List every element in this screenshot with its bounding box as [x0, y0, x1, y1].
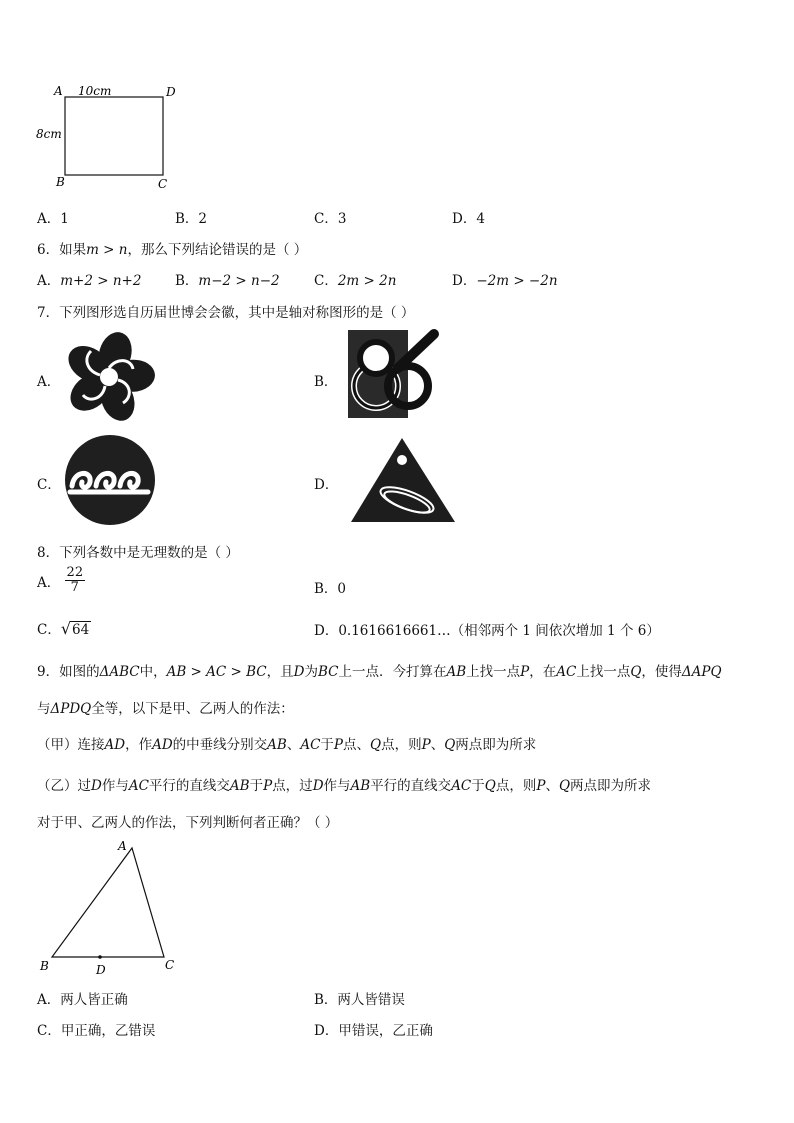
rings-logo-image: [338, 328, 446, 420]
q7-option-d[interactable]: D．: [314, 477, 339, 493]
sqrt-sign: √: [60, 619, 72, 638]
q8-stem: 8．下列各数中是无理数的是（ ）: [37, 545, 239, 561]
vertex-label-b: B: [40, 959, 49, 973]
vertex-label-a: A: [118, 839, 127, 853]
q7-option-b[interactable]: B．: [314, 374, 338, 390]
q5-option-d[interactable]: D．4: [452, 211, 485, 227]
vertex-label-c: C: [158, 177, 168, 191]
q9-method-yi: （乙）过D作与AC平行的直线交AB于P点，过D作与AB平行的直线交AC于Q点，则P、Q两点即为所求: [37, 778, 652, 794]
triangle-abc: [52, 848, 164, 957]
vertex-label-a: A: [54, 84, 63, 98]
q9-option-a[interactable]: A．两人皆正确: [37, 992, 128, 1008]
rectangle-abcd: [65, 97, 163, 175]
q9-option-d[interactable]: D．甲错误，乙正确: [314, 1023, 433, 1039]
q5-option-a[interactable]: A．1: [37, 211, 69, 227]
q6-option-c[interactable]: C．2m > 2n: [314, 273, 397, 289]
q7-option-c[interactable]: C．: [37, 477, 61, 493]
q9-stem-line1: 9．如图的ΔABC中，AB > AC > BC，且D为BC上一点．今打算在AB上找一点P，在AC上找一点Q，使得ΔAPQ: [37, 664, 722, 680]
q8-option-b[interactable]: B．0: [314, 581, 347, 597]
q6-option-d[interactable]: D．−2m > −2n: [452, 273, 558, 289]
q9-judge-question: 对于甲、乙两人的作法，下列判断何者正确？（ ）: [37, 815, 339, 831]
triangle-logo-image: [345, 434, 460, 526]
triangle-abc-figure: [36, 836, 186, 978]
q7-option-a[interactable]: A．: [37, 374, 61, 390]
fraction: $\frac{22}{7}$: [66, 565, 84, 596]
q9-method-jia: （甲）连接AD，作AD的中垂线分别交AB、AC于P点、Q点，则P、Q两点即为所求: [37, 737, 537, 753]
q8-option-a[interactable]: A． $\frac{22}{7}$: [37, 565, 84, 596]
q9-option-c[interactable]: C．甲正确，乙错误: [37, 1023, 156, 1039]
flower-logo-image: [62, 330, 157, 425]
point-d: [98, 955, 102, 959]
point-label-d: D: [96, 963, 106, 977]
q5-option-b[interactable]: B．2: [175, 211, 208, 227]
vertex-label-d: D: [166, 85, 176, 99]
q6-option-a[interactable]: A．m+2 > n+2: [37, 273, 142, 289]
q8-option-d[interactable]: D．0.1616616661…（相邻两个 1 间依次增加 1 个 6）: [314, 623, 660, 639]
q9-stem-line2: 与ΔPDQ全等，以下是甲、乙两人的作法：: [37, 701, 294, 717]
q8-option-c[interactable]: C．√64: [37, 619, 90, 638]
q6-option-b[interactable]: B．m−2 > n−2: [175, 273, 280, 289]
q5-option-c[interactable]: C．3: [314, 211, 347, 227]
waves-logo-image: [60, 434, 160, 526]
vertex-label-b: B: [56, 175, 65, 189]
side-length-label: 8cm: [36, 127, 62, 141]
q7-stem: 7．下列图形选自历届世博会会徽，其中是轴对称图形的是（ ）: [37, 305, 415, 321]
top-length-label: 10cm: [78, 84, 112, 98]
vertex-label-c: C: [165, 958, 175, 972]
q6-stem: 6．如果m > n，那么下列结论错误的是（ ）: [37, 242, 308, 258]
rectangle-figure: [30, 80, 190, 195]
q9-option-b[interactable]: B．两人皆错误: [314, 992, 405, 1008]
